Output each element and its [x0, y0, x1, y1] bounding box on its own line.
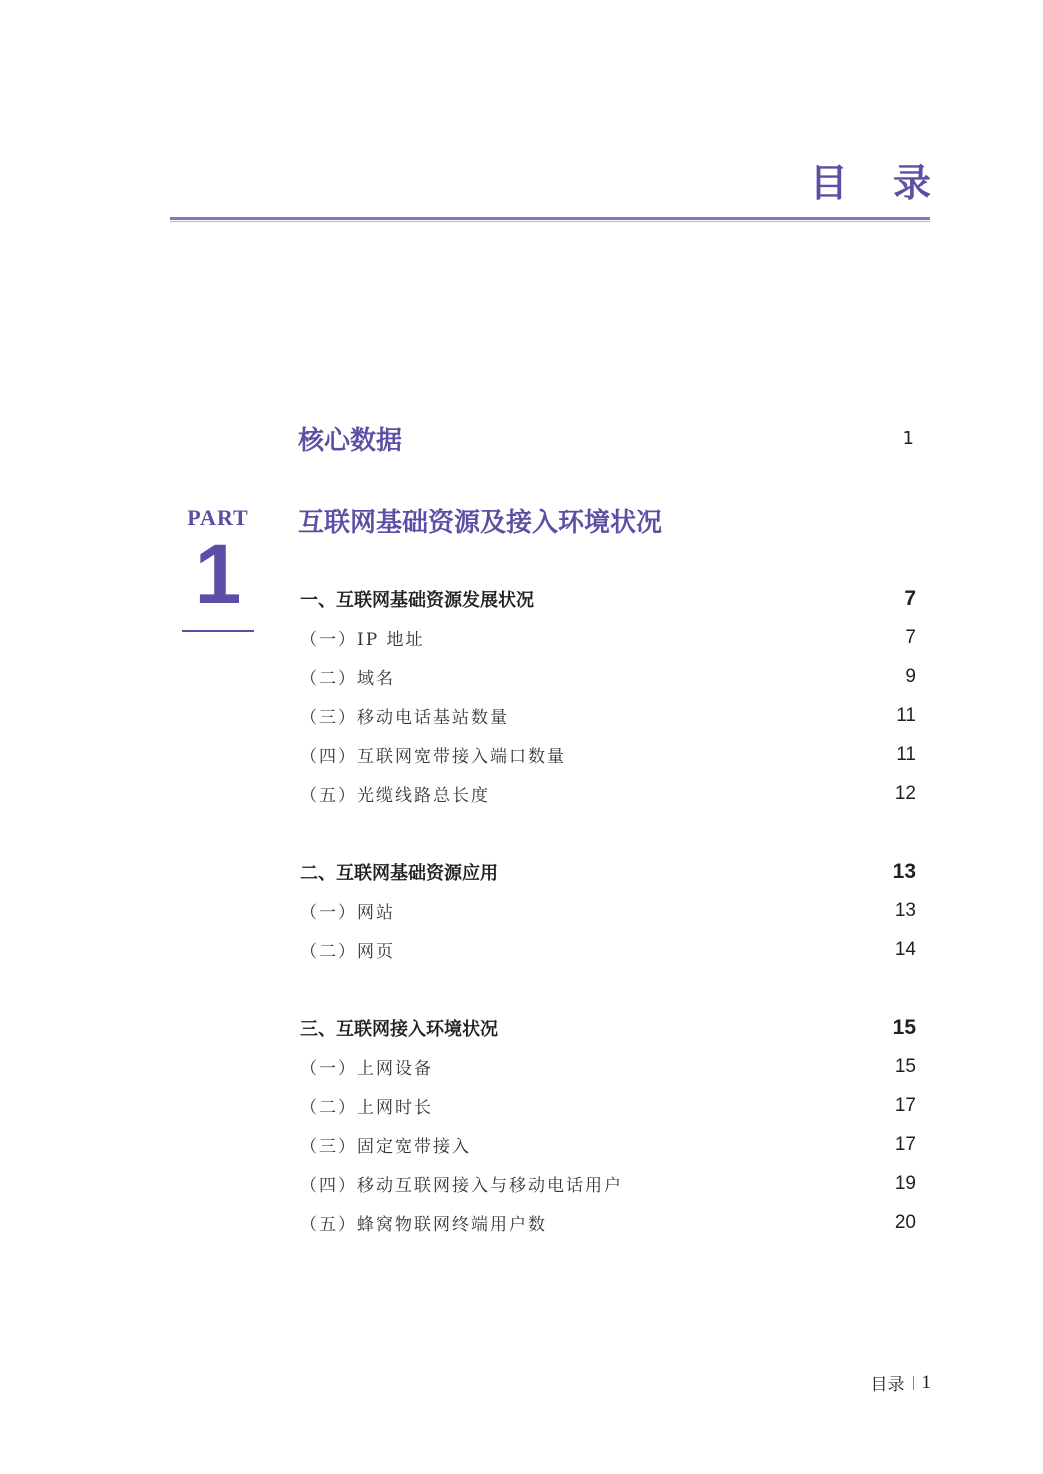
toc-entry-label: 三、互联网接入环境状况 — [300, 1018, 498, 1040]
toc-entry-page: 7 — [904, 586, 916, 610]
toc-entry-heading[interactable] — [300, 579, 916, 618]
part-divider — [182, 630, 254, 632]
toc-entry-page: 19 — [894, 1172, 916, 1194]
toc-entry-label: （五）光缆线路总长度 — [300, 786, 490, 806]
toc-entry[interactable] — [300, 657, 916, 696]
table-of-contents — [300, 579, 916, 1281]
toc-entry-label: （四）移动互联网接入与移动电话用户 — [300, 1176, 623, 1196]
toc-section-3 — [300, 1008, 916, 1242]
toc-entry-page: 9 — [905, 665, 916, 687]
toc-entry[interactable] — [300, 696, 916, 735]
toc-entry-label: （四）互联网宽带接入端口数量 — [300, 747, 566, 767]
toc-entry-page: 7 — [905, 626, 916, 648]
toc-entry[interactable] — [300, 1125, 916, 1164]
toc-core-data-title[interactable]: 核心数据 — [298, 426, 403, 456]
toc-entry[interactable] — [300, 1203, 916, 1242]
toc-entry-label: （二）网页 — [300, 942, 395, 962]
toc-entry-heading[interactable] — [300, 1008, 916, 1047]
part-title[interactable]: 互联网基础资源及接入环境状况 — [298, 508, 663, 538]
toc-entry-page: 17 — [894, 1094, 916, 1116]
toc-entry-page: 20 — [894, 1211, 916, 1233]
toc-entry-page: 12 — [894, 782, 916, 804]
toc-entry-label: （一）网站 — [300, 903, 395, 923]
footer-separator — [913, 1376, 914, 1390]
toc-entry[interactable] — [300, 891, 916, 930]
part-label: PART — [187, 505, 249, 530]
page-footer — [871, 1370, 932, 1395]
toc-section-1 — [300, 579, 916, 813]
toc-entry-label: 二、互联网基础资源应用 — [300, 862, 498, 884]
toc-entry-heading[interactable] — [300, 852, 916, 891]
toc-entry[interactable] — [300, 1086, 916, 1125]
toc-entry-label: （三）固定宽带接入 — [300, 1137, 471, 1157]
toc-entry-page: 11 — [896, 704, 916, 726]
title-divider — [170, 217, 930, 220]
toc-section-2 — [300, 852, 916, 969]
toc-entry-page: 15 — [894, 1055, 916, 1077]
toc-entry-label: （一）IP 地址 — [300, 630, 425, 650]
toc-entry-label: （五）蜂窝物联网终端用户数 — [300, 1215, 547, 1235]
toc-entry-page: 13 — [894, 899, 916, 921]
footer-label: 目录 — [870, 1375, 905, 1395]
toc-entry-page: 11 — [896, 743, 916, 765]
footer-page-number: 1 — [921, 1371, 931, 1393]
toc-entry-page: 13 — [892, 859, 916, 883]
page-title: 目 录 — [809, 161, 947, 205]
toc-entry[interactable] — [300, 735, 916, 774]
toc-entry[interactable] — [300, 1164, 916, 1203]
toc-entry-page: 17 — [894, 1133, 916, 1155]
title-divider-thin — [170, 221, 930, 222]
toc-entry-label: （三）移动电话基站数量 — [300, 708, 509, 728]
toc-entry[interactable] — [300, 774, 916, 813]
toc-entry[interactable] — [300, 618, 916, 657]
toc-entry[interactable] — [300, 1047, 916, 1086]
toc-entry-page: 15 — [892, 1015, 916, 1039]
part-number: 1 — [194, 527, 242, 621]
toc-entry-label: （一）上网设备 — [300, 1059, 433, 1079]
toc-entry-label: （二）上网时长 — [300, 1098, 433, 1118]
toc-entry-label: （二）域名 — [300, 669, 395, 689]
toc-entry[interactable] — [300, 930, 916, 969]
toc-entry-page: 14 — [894, 938, 916, 960]
toc-core-data-page: 1 — [902, 428, 914, 449]
toc-entry-label: 一、互联网基础资源发展状况 — [300, 589, 534, 611]
